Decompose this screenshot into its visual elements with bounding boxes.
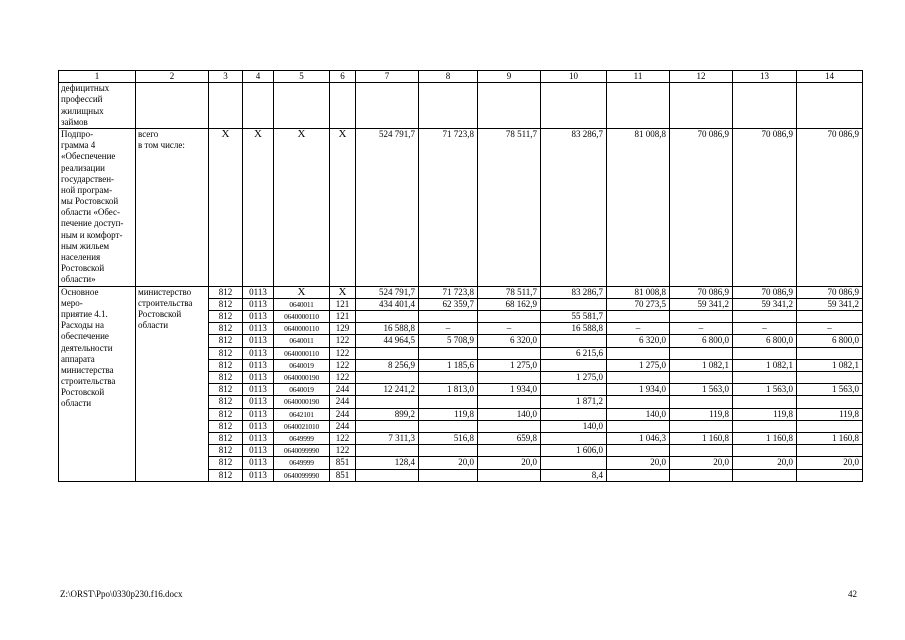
cell-v8 [419,469,478,481]
footer-file-path: Z:\ORST\Ppo\0330p230.f16.docx [60,589,183,599]
cell-v14: 6 800,0 [797,335,863,347]
subprogram-v10: 83 286,7 [541,128,607,286]
cell-v14 [797,310,863,322]
text-line: «Обеспечение [61,151,116,162]
text-line: обеспечение [61,331,109,342]
cell-vr: Х [330,286,356,298]
cell-v10 [541,298,607,310]
column-header: 5 [274,71,330,83]
subprogram-c5: Х [274,128,330,286]
cell-rzpr: 0113 [243,323,274,335]
cell-v12 [670,420,733,432]
cell-v13: 59 341,2 [733,298,797,310]
cell-v12 [670,469,733,481]
text-line: Ростовской [61,263,105,274]
text-line: населения [61,252,101,263]
cell-v11 [607,372,670,384]
cell-csr: 0640000190 [274,372,330,384]
cell-csr: 0640099990 [274,445,330,457]
cell-v13: 1 160,8 [733,433,797,445]
cell-v13: 1 563,0 [733,384,797,396]
cell-v11 [607,420,670,432]
cell-v14: 59 341,2 [797,298,863,310]
cell-v13 [733,445,797,457]
cell-v8 [419,347,478,359]
cell-v8 [419,372,478,384]
cell-v7 [356,396,419,408]
cell-v9 [478,347,541,359]
cell-v9 [478,310,541,322]
column-header: 2 [136,71,209,83]
cell-v13 [733,310,797,322]
cell-v14 [797,372,863,384]
text-line: ным жильем [61,240,110,251]
cell-grbs: 812 [209,469,243,481]
cell-v14: 70 086,9 [797,286,863,298]
cell-v14: 20,0 [797,457,863,469]
cell-v10: 140,0 [541,420,607,432]
cell-v11: 81 008,8 [607,286,670,298]
cell-rzpr: 0113 [243,310,274,322]
cell-v10 [541,335,607,347]
cell-v12 [670,372,733,384]
subprogram-c3: Х [209,128,243,286]
cell-v8: 5 708,9 [419,335,478,347]
text-line: области «Обес- [61,207,121,218]
cell-rzpr: 0113 [243,347,274,359]
cell-v14: 119,8 [797,408,863,420]
text-line: ной програм- [61,184,113,195]
cell-vr: 122 [330,372,356,384]
cell-v14 [797,420,863,432]
cell-vr: 129 [330,323,356,335]
cell-vr: 121 [330,310,356,322]
cell-grbs: 812 [209,347,243,359]
cell-csr: 0640000110 [274,310,330,322]
cell-v8: 1 185,6 [419,359,478,371]
text-line: грамма 4 [61,140,96,151]
cell-vr: 122 [330,347,356,359]
cell-v9 [478,445,541,457]
cell-v8: 62 359,7 [419,298,478,310]
cell-grbs: 812 [209,445,243,457]
subprogram-name-cell [59,128,136,286]
cell-v7 [356,469,419,481]
cell-v8: 119,8 [419,408,478,420]
text-line: всего [138,128,159,139]
cell-grbs: 812 [209,298,243,310]
header-row [59,71,863,83]
cell-v9 [478,469,541,481]
cell-vr: 122 [330,445,356,457]
cell-v11: 70 273,5 [607,298,670,310]
cell-v10: 16 588,8 [541,323,607,335]
cell-csr: 0640011 [274,335,330,347]
cell-v14: 1 082,1 [797,359,863,371]
column-header: 3 [209,71,243,83]
cell-rzpr: 0113 [243,457,274,469]
text-line: Ростовской [138,308,182,319]
measure-executor-cell [136,286,209,481]
text-line: государствен- [61,173,115,184]
cell-csr: 0640000110 [274,323,330,335]
cell-csr: 0649999 [274,433,330,445]
cell-v8 [419,420,478,432]
cell-v9: 20,0 [478,457,541,469]
cell-vr: 851 [330,457,356,469]
cell-vr: 122 [330,433,356,445]
cell-v8 [419,310,478,322]
column-header: 8 [419,71,478,83]
cell-v11 [607,469,670,481]
cell-v7: 8 256,9 [356,359,419,371]
text-line: профессий [61,94,103,105]
cell-v14 [797,396,863,408]
text-line: жилищных [61,105,104,116]
text-line: в том числе: [138,140,185,151]
text-line: аппарата [61,353,95,364]
cell-v9: 1 275,0 [478,359,541,371]
cell-v10: 8,4 [541,469,607,481]
cell-v12 [670,445,733,457]
cell-v7: 16 588,8 [356,323,419,335]
subprogram-v14: 70 086,9 [797,128,863,286]
text-line: строительства [61,376,116,387]
cell-rzpr: 0113 [243,433,274,445]
column-header: 13 [733,71,797,83]
cell-v13: – [733,323,797,335]
cell-v11 [607,347,670,359]
cell-v11: – [607,323,670,335]
cell-v13 [733,469,797,481]
cell-rzpr: 0113 [243,372,274,384]
cell-v9: 68 162,9 [478,298,541,310]
cell-v7: 128,4 [356,457,419,469]
cell-v12: 20,0 [670,457,733,469]
text-line: ным и комфорт- [61,229,123,240]
cell-csr: 0640019 [274,359,330,371]
text-line: деятельности [61,342,113,353]
text-line: Ростовской [61,387,105,398]
text-line: области [61,398,92,409]
cell-v9: 659,8 [478,433,541,445]
cell-csr: Х [274,286,330,298]
cell-v8: 516,8 [419,433,478,445]
cell-v12: 1 160,8 [670,433,733,445]
column-header: 10 [541,71,607,83]
cell-v11: 6 320,0 [607,335,670,347]
cell-v13: 119,8 [733,408,797,420]
text-line: дефицитных [61,83,110,94]
cell-v10 [541,457,607,469]
cell-grbs: 812 [209,457,243,469]
text-line: строительства [138,297,193,308]
subprogram-v12: 70 086,9 [670,128,733,286]
cell-csr: 0640099990 [274,469,330,481]
column-header: 14 [797,71,863,83]
cell-v8: 20,0 [419,457,478,469]
cell-v7 [356,445,419,457]
cell-v10: 1 606,0 [541,445,607,457]
text-line: мы Ростовской [61,196,119,207]
cell-v10 [541,359,607,371]
subprogram-v9: 78 511,7 [478,128,541,286]
cell-v8 [419,396,478,408]
cell-v14: – [797,323,863,335]
cell-v13: 1 082,1 [733,359,797,371]
cell-rzpr: 0113 [243,445,274,457]
budget-table [58,70,863,482]
cell-v7: 12 241,2 [356,384,419,396]
cell-v11 [607,396,670,408]
cell-csr: 0640000110 [274,347,330,359]
text-line: приятие 4.1. [61,308,108,319]
cell-v12: 59 341,2 [670,298,733,310]
subprogram-executor-cell [136,128,209,286]
cell-v14 [797,469,863,481]
cell-v12: 1 563,0 [670,384,733,396]
cell-grbs: 812 [209,286,243,298]
cell-v7 [356,347,419,359]
cell-v10 [541,408,607,420]
cell-grbs: 812 [209,335,243,347]
cell-v13 [733,372,797,384]
cell-rzpr: 0113 [243,384,274,396]
text-line: меро- [61,297,83,308]
cell-v11 [607,310,670,322]
cell-v7: 524 791,7 [356,286,419,298]
cell-csr: 0640021010 [274,420,330,432]
cell-v9: – [478,323,541,335]
text-line: печение доступ- [61,218,124,229]
cell-v13: 70 086,9 [733,286,797,298]
column-header: 12 [670,71,733,83]
cell-rzpr: 0113 [243,286,274,298]
column-header: 9 [478,71,541,83]
column-header: 7 [356,71,419,83]
cell-v14: 1 160,8 [797,433,863,445]
cell-csr: 0640000190 [274,396,330,408]
cell-vr: 244 [330,384,356,396]
cell-v7 [356,420,419,432]
table-row [59,286,863,298]
cell-vr: 851 [330,469,356,481]
text-line: области [138,320,169,331]
footer-page-number: 42 [848,589,857,599]
cell-v13 [733,347,797,359]
subprogram-row [59,128,863,286]
cell-v10: 1 871,2 [541,396,607,408]
cell-rzpr: 0113 [243,420,274,432]
cell-vr: 121 [330,298,356,310]
cell-v11: 140,0 [607,408,670,420]
cell-vr: 244 [330,420,356,432]
cell-grbs: 812 [209,323,243,335]
cell-csr: 0640011 [274,298,330,310]
text-line: займов [61,116,88,127]
cell-v7: 434 401,4 [356,298,419,310]
cell-grbs: 812 [209,384,243,396]
cell-v12: 1 082,1 [670,359,733,371]
column-header: 1 [59,71,136,83]
cell-v11: 1 275,0 [607,359,670,371]
cell-v10 [541,384,607,396]
text-line: министерства [61,364,114,375]
cell-v8: 1 813,0 [419,384,478,396]
cell-grbs: 812 [209,408,243,420]
text-line: реализации [61,162,105,173]
column-header: 6 [330,71,356,83]
cell-vr: 244 [330,396,356,408]
column-header: 4 [243,71,274,83]
cell-v13: 6 800,0 [733,335,797,347]
cell-v13 [733,396,797,408]
cell-rzpr: 0113 [243,335,274,347]
cell-rzpr: 0113 [243,396,274,408]
cell-v11 [607,445,670,457]
cell-v9 [478,396,541,408]
text-line: Расходы на [61,320,104,331]
cell-rzpr: 0113 [243,408,274,420]
column-header: 11 [607,71,670,83]
cell-v14 [797,347,863,359]
cell-v11: 1 934,0 [607,384,670,396]
subprogram-c4: Х [243,128,274,286]
cell-grbs: 812 [209,420,243,432]
cell-v10: 55 581,7 [541,310,607,322]
cell-v10: 6 215,6 [541,347,607,359]
cell-v8 [419,445,478,457]
measure-name-cell [59,286,136,481]
cell-v7: 899,2 [356,408,419,420]
cell-v9 [478,372,541,384]
cell-v12: 70 086,9 [670,286,733,298]
continued-name-cell [59,83,136,129]
cell-v8: – [419,323,478,335]
cell-v9: 1 934,0 [478,384,541,396]
subprogram-v7: 524 791,7 [356,128,419,286]
cell-csr: 0642101 [274,408,330,420]
cell-v12: 119,8 [670,408,733,420]
cell-v9: 78 511,7 [478,286,541,298]
cell-vr: 122 [330,359,356,371]
cell-v12: – [670,323,733,335]
cell-csr: 0649999 [274,457,330,469]
cell-grbs: 812 [209,396,243,408]
cell-v10: 1 275,0 [541,372,607,384]
cell-v11: 20,0 [607,457,670,469]
cell-v11: 1 046,3 [607,433,670,445]
subprogram-v8: 71 723,8 [419,128,478,286]
subprogram-c6: Х [330,128,356,286]
cell-rzpr: 0113 [243,359,274,371]
cell-vr: 122 [330,335,356,347]
cell-v12 [670,310,733,322]
cell-v12: 6 800,0 [670,335,733,347]
cell-v12 [670,347,733,359]
cell-v10: 83 286,7 [541,286,607,298]
subprogram-v13: 70 086,9 [733,128,797,286]
subprogram-v11: 81 008,8 [607,128,670,286]
continued-row [59,83,863,129]
cell-rzpr: 0113 [243,469,274,481]
cell-grbs: 812 [209,372,243,384]
cell-v9 [478,420,541,432]
text-line: области» [61,274,96,285]
cell-v7 [356,310,419,322]
cell-v14 [797,445,863,457]
cell-grbs: 812 [209,359,243,371]
cell-v9: 6 320,0 [478,335,541,347]
cell-v13: 20,0 [733,457,797,469]
cell-v10 [541,433,607,445]
text-line: Основное [61,286,99,297]
cell-vr: 244 [330,408,356,420]
cell-v13 [733,420,797,432]
cell-v7: 7 311,3 [356,433,419,445]
cell-v12 [670,396,733,408]
cell-rzpr: 0113 [243,298,274,310]
text-line: министерство [138,286,192,297]
cell-v8: 71 723,8 [419,286,478,298]
text-line: Подпро- [61,128,94,139]
cell-grbs: 812 [209,310,243,322]
cell-v7: 44 964,5 [356,335,419,347]
cell-v7 [356,372,419,384]
cell-csr: 0640019 [274,384,330,396]
cell-v14: 1 563,0 [797,384,863,396]
cell-v9: 140,0 [478,408,541,420]
cell-grbs: 812 [209,433,243,445]
